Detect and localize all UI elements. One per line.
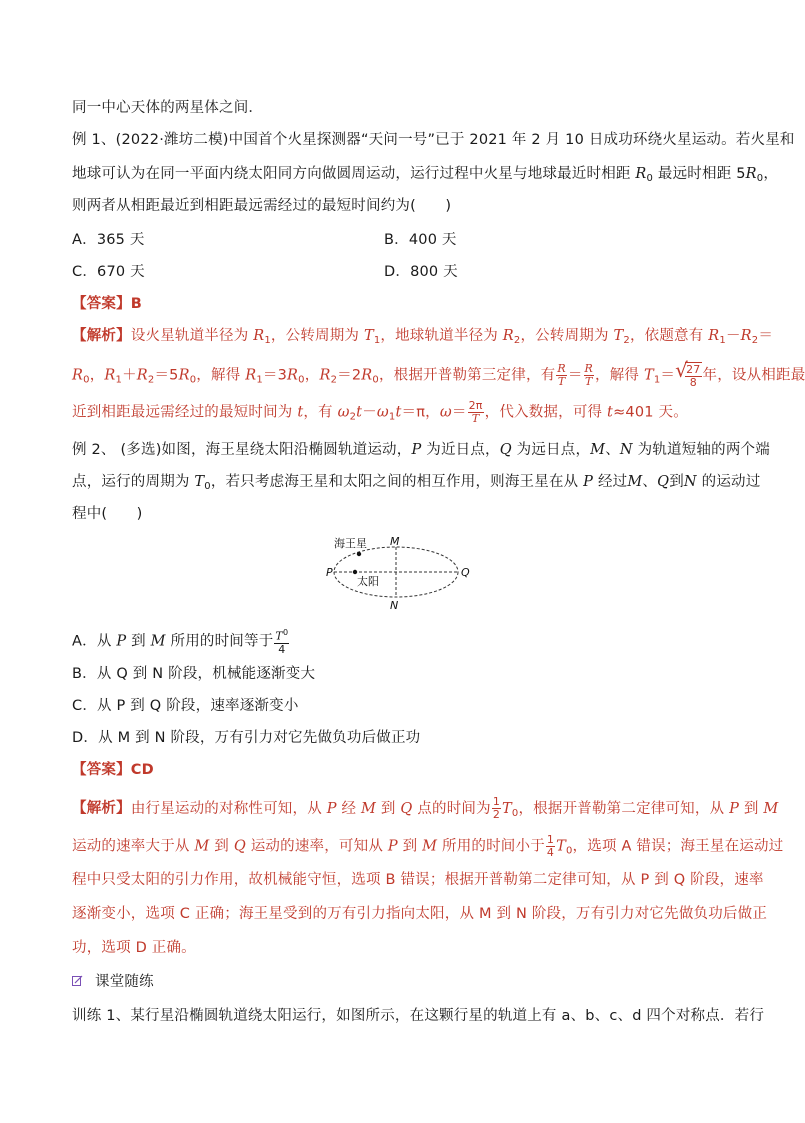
section-heading (72, 972, 732, 992)
example-2-line-3: 程中( ) (72, 506, 143, 522)
section-title: 课堂随练 (95, 974, 154, 990)
example-2-line-2: 点，运行的周期为 $T_0$，若只考虑海王星和太阳之间的相互作用，则海王星在从 P 经过M、Q到N 的运动过 (72, 474, 761, 492)
example-2-analysis-line-5: 功，选项 D 正确。 (72, 940, 196, 956)
option-d: D．800 天 (384, 264, 458, 280)
label-q: Q (461, 566, 470, 579)
kepler-fraction-right: $\frac{R}{T}$ (584, 362, 594, 388)
example-1-line-2: 地球可认为在同一平面内绕太阳同方向做圆周运动，运行过程中火星与地球最近时相距 $R_0$ 最远时相距 $5R_0$， (72, 166, 779, 184)
example-2-analysis-line-3: 程中只受太阳的引力作用，故机械能守恒，选项 B 错误；根据开普勒第二定律可知，从 P 到 Q 阶段，速率 (72, 872, 764, 888)
example-2-option-d: D．从 M 到 N 阶段，万有引力对它先做负功后做正功 (72, 730, 421, 746)
kepler-fraction-left: $\frac{R}{T}$ (557, 362, 566, 388)
intro-line: 同一中心天体的两星体之间． (72, 100, 264, 116)
example-1-line-1: 例 1、(2022·潍坊二模)中国首个火星探测器“天问一号”已于 2021 年 2 月 10 日成功环绕火星运动。若火星和 (72, 132, 795, 148)
pencil-note-icon (72, 972, 83, 992)
example-2-option-b: B．从 Q 到 N 阶段，机械能逐渐变大 (72, 666, 316, 682)
option-b: B．400 天 (384, 232, 457, 248)
sun-dot (353, 570, 357, 574)
example-2-option-a: A．从 P 到 M 所用的时间等于 $\frac{T^0}{4}$ (72, 628, 289, 656)
training-1-line-1: 训练 1、某行星沿椭圆轨道绕太阳运行，如图所示，在这颗行星的轨道上有 a、b、c、d 四个对称点．若行 (72, 1008, 765, 1024)
label-n: N (390, 599, 399, 612)
example-2-analysis-line-4: 逐渐变小，选项 C 正确；海王星受到的万有引力指向太阳，从 M 到 N 阶段，万有引力对它先做负功后做正 (72, 906, 768, 922)
label-p: P (326, 566, 333, 579)
orbit-diagram (326, 530, 470, 612)
example-2-line-1: 例 2、 (多选)如图，海王星绕太阳沿椭圆轨道运动，P 为近日点，Q 为远日点，M、N 为轨道短轴的两个端 (72, 442, 770, 458)
example-1-line-3: 则两者从相距最近到相距最远需经过的最短时间约为( ) (72, 198, 452, 214)
example-2-answer: 【答案】CD (72, 762, 154, 778)
label-m: M (390, 535, 400, 548)
sqrt-27-over-8: √ $\frac{27}{8}$ (675, 362, 702, 389)
example-1-analysis-line-1: 【解析】设火星轨道半径为 $R_1$，公转周期为 $T_1$，地球轨道半径为 $R_2$，公转周期为 $T_2$，依题意有 $R_1-R_2=$ (72, 328, 774, 346)
example-1-analysis-line-2: $R_0$，$R_1+R_2=5R_0$，解得 $R_1=3R_0$，$R_2=2R_0$，根据开普勒第三定律，有 $\frac{R}{T}$ ＝ $\frac{R}{T}$ ，解得 $T_1=$ √ $\frac{27}{8}$ 年，设从相距最 (72, 362, 732, 389)
example-1-answer: 【答案】B (72, 296, 143, 312)
example-1-analysis-line-3: 近到相距最远需经过的最短时间为 t，有 $\omega_2t-\omega_1t=\pi$，ω＝ $\frac{2\pi}{T}$ ，代入数据，可得 t≈401 天。 (72, 399, 688, 425)
example-1-options-cd (72, 262, 732, 282)
example-2-analysis-line-1: 【解析】由行星运动的对称性可知，从 P 经 M 到 Q 点的时间为 $\frac{1}{2}$ $T_0$，根据开普勒第二定律可知，从 P 到 M (72, 795, 779, 821)
option-c: C．670 天 (72, 264, 145, 280)
label-neptune: 海王星 (334, 537, 367, 550)
example-2-option-c: C．从 P 到 Q 阶段，速率逐渐变小 (72, 698, 299, 714)
example-1-options-ab (72, 230, 732, 250)
neptune-dot (357, 552, 361, 556)
label-sun: 太阳 (357, 575, 379, 588)
option-a: A．365 天 (72, 232, 145, 248)
example-2-analysis-line-2: 运动的速率大于从 M 到 Q 运动的速率，可知从 P 到 M 所用的时间小于 $\frac{1}{4}$ $T_0$，选项 A 错误；海王星在运动过 (72, 833, 784, 859)
